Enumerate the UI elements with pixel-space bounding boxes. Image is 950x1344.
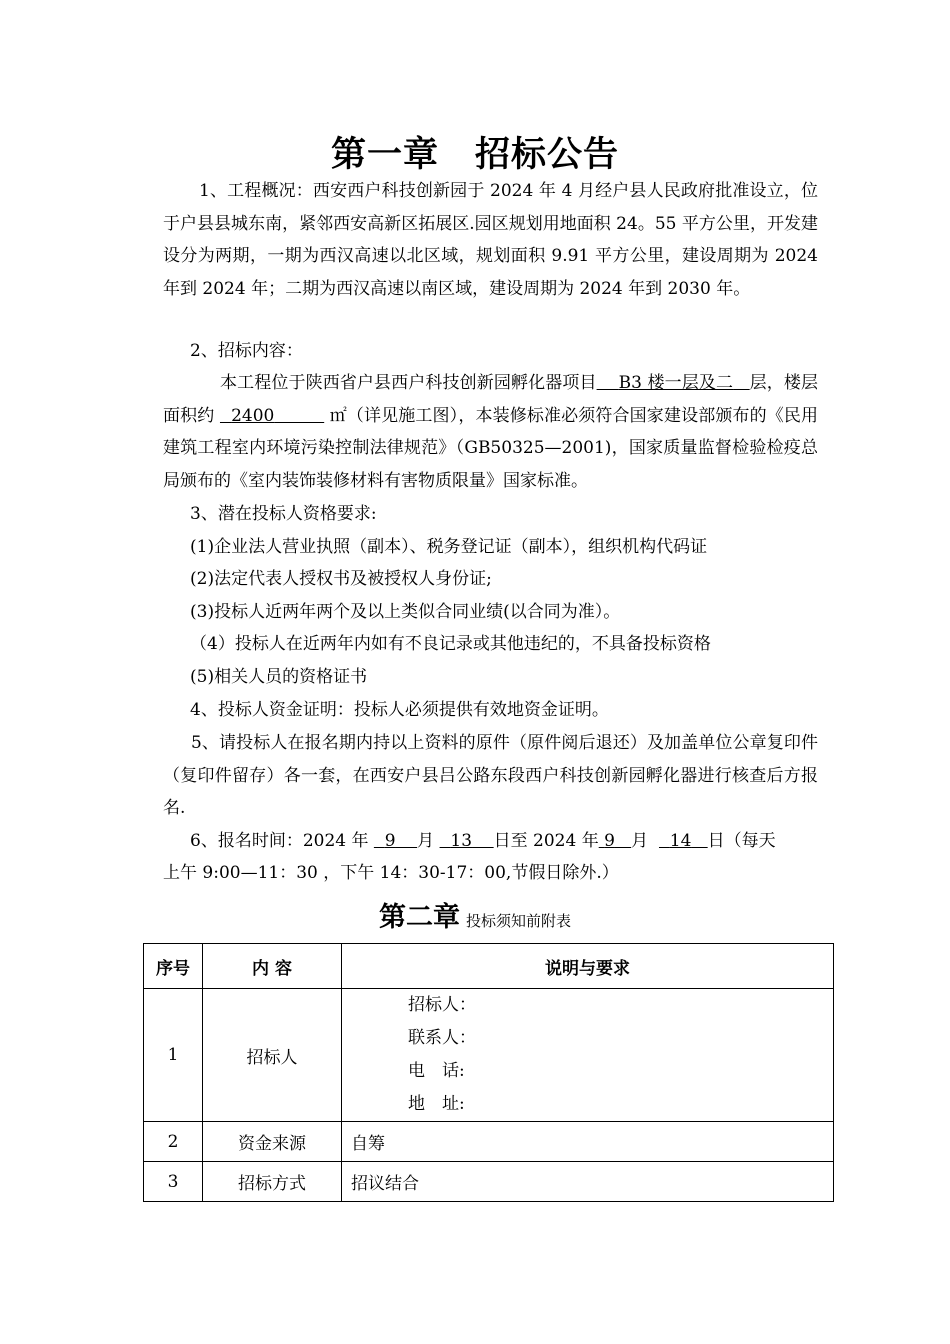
- address-line: 地 址:: [408, 1094, 465, 1114]
- table-row: [144, 1122, 834, 1162]
- section1-overview: 1、工程概况：西安西户科技创新园于 2024 年 4 月经户县人民政府批准设立，位于户县县城东南，紧邻西安高新区拓展区.园区规划用地面积 24。55 平方公里，开发建设分为两期，一期为西汉高速以北区域，规划面积 9.91 平方公里，建设周期为 2024 年到 2024 年；二期为西汉高速以南区域，建设周期为 2024 年到 2030 年。: [163, 181, 818, 299]
- section4-funds: 4、投标人资金证明：投标人必须提供有效地资金证明。: [190, 700, 609, 720]
- row1-no: 1: [144, 989, 203, 1122]
- qualification-3: (3)投标人近两年两个及以上类似合同业绩(以合同为准）。: [190, 602, 621, 622]
- end-month: 9: [604, 831, 615, 851]
- table-row: [144, 1162, 834, 1202]
- section2-text-c: 层，楼层面积约: [163, 373, 819, 426]
- qualification-5: (5)相关人员的资格证书: [190, 667, 368, 687]
- section2-text-a: 本工程位于陕西省户县西户科技创新园孵化器项目: [220, 373, 597, 393]
- area-field: 2400: [231, 405, 275, 426]
- tenderer-line: 招标人：: [408, 995, 476, 1015]
- row2-no: 2: [144, 1122, 203, 1162]
- table-header-row: [144, 944, 834, 989]
- section2-content: [163, 367, 818, 497]
- qualification-2: (2)法定代表人授权书及被授权人身份证;: [190, 569, 492, 589]
- section6-hours: 上午 9:00—11：30 ，下午 14：30-17：00,节假日除外.）: [163, 863, 619, 883]
- bid-info-table: [143, 943, 834, 1202]
- header-no: 序号: [144, 944, 203, 989]
- phone-line: 电 话:: [408, 1061, 465, 1081]
- start-month: 9: [384, 831, 396, 851]
- contact-line: 联系人：: [408, 1028, 476, 1048]
- header-item: 内 容: [203, 944, 342, 989]
- section6-time: 6、报名时间：2024 年 9 月 13 日至 2024 年 9 月 14 日（每天: [190, 831, 776, 851]
- row2-item: 资金来源: [203, 1122, 342, 1162]
- building-field: B3 楼一层及二: [618, 373, 734, 393]
- row3-desc: 招议结合: [342, 1162, 834, 1202]
- section2-text-e: ㎡（详见施工图），本装修标准必须符合国家建设部颁布的《民用建筑工程室内环境污染控制法律规范》（GB50325—2001)，国家质量监督检验检疫总局颁布的《室内装饰装修材料有害物质限量》国家标准。: [163, 405, 819, 491]
- row2-desc: 自筹: [342, 1122, 834, 1162]
- table-row: [144, 989, 834, 1122]
- end-day: 14: [669, 831, 692, 851]
- chapter2-title: 第二章: [378, 902, 460, 933]
- row3-item: 招标方式: [203, 1162, 342, 1202]
- qualification-1: (1)企业法人营业执照（副本）、税务登记证（副本），组织机构代码证: [190, 537, 708, 557]
- section5-registration: 5、请投标人在报名期内持以上资料的原件（原件阅后退还）及加盖单位公章复印件（复印件留存）各一套，在西安户县吕公路东段西户科技创新园孵化器进行核查后方报名.: [163, 733, 818, 818]
- chapter2-heading: [0, 895, 950, 934]
- qualification-4: （4）投标人在近两年内如有不良记录或其他违纪的，不具备投标资格: [190, 634, 711, 654]
- chapter1-title: 第一章 招标公告: [330, 134, 619, 175]
- row3-no: 3: [144, 1162, 203, 1202]
- chapter2-subtitle: 投标须知前附表: [465, 912, 571, 930]
- row1-item: 招标人: [203, 989, 342, 1122]
- row1-desc: [342, 989, 834, 1122]
- section2-heading: 2、招标内容：: [190, 341, 303, 361]
- header-desc: 说明与要求: [342, 944, 834, 989]
- section3-heading: 3、潜在投标人资格要求:: [190, 504, 377, 524]
- start-day: 13: [450, 831, 473, 851]
